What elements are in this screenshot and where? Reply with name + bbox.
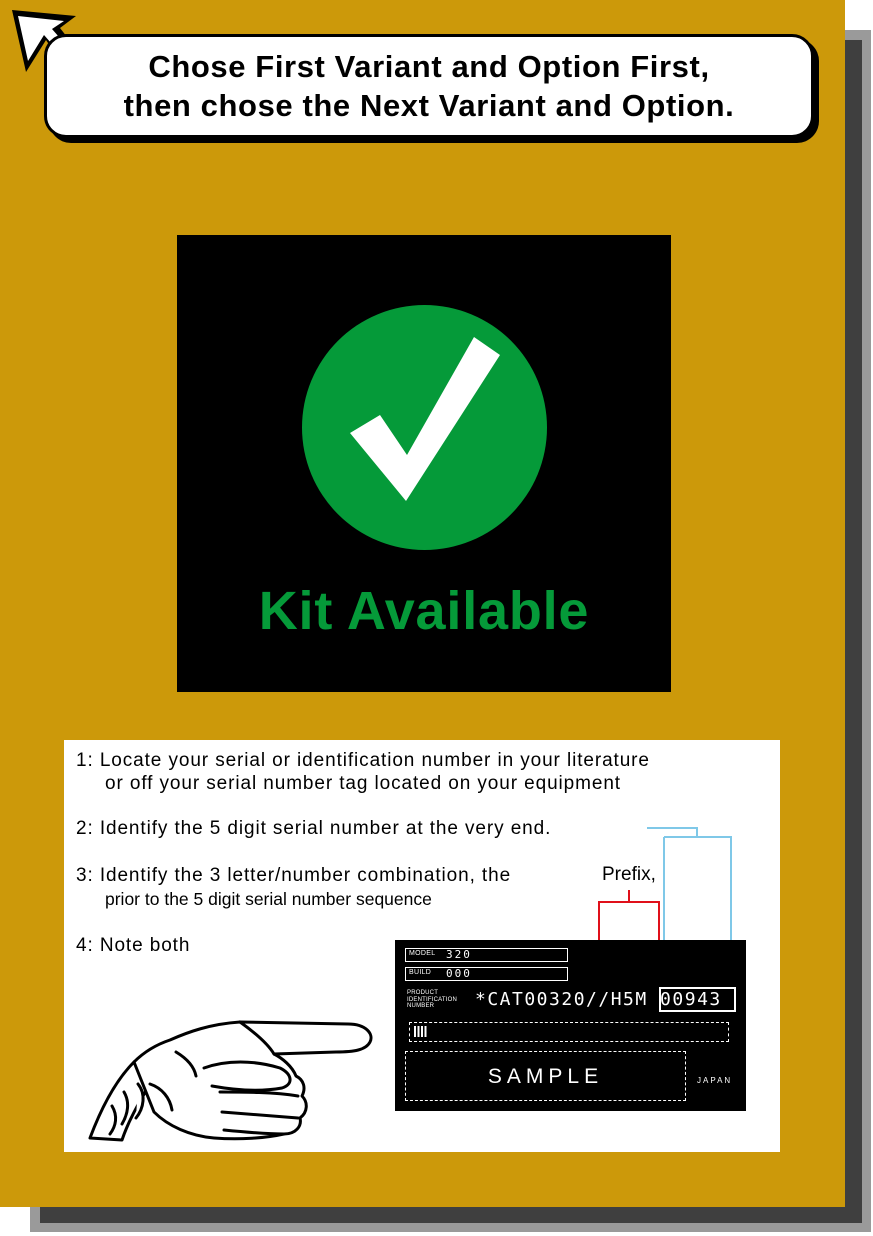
step-3-line-1: 3: Identify the 3 letter/number combination, the: [76, 865, 512, 886]
tag-serial-highlight: [659, 987, 736, 1012]
tag-sample-text: SAMPLE: [487, 1065, 604, 1088]
tag-build-field: [405, 967, 568, 981]
step-1-line-1: 1: Locate your serial or identification number in your literature: [76, 750, 650, 771]
tag-pin-caption: [407, 990, 457, 1010]
barcode-icon: [414, 1026, 428, 1037]
instruction-banner: [44, 34, 814, 138]
tag-pin-caption-1: PRODUCT: [407, 990, 439, 996]
step-2: 2: Identify the 5 digit serial number at the very end.: [76, 818, 552, 839]
tag-pin-caption-2: IDENTIFICATION: [407, 996, 458, 1003]
banner-line-1: Chose First Variant and Option First,: [148, 49, 710, 84]
kit-available-label: Kit Available: [258, 581, 590, 641]
step-4: 4: Note both: [76, 935, 191, 956]
tag-model-caption: MODEL: [409, 950, 436, 957]
pointing-hand-icon: [84, 988, 384, 1144]
banner-line-2: then chose the Next Variant and Option.: [123, 88, 735, 123]
serial-number-tag: [395, 940, 746, 1111]
serial-number-instructions: [64, 740, 780, 1152]
tag-build-caption: BUILD: [409, 969, 432, 976]
tag-model-value: 320: [446, 948, 472, 961]
step-1-line-2: or off your serial number tag located on your equipment: [105, 773, 621, 794]
tag-pin-caption-3: NUMBER: [407, 1003, 435, 1009]
checkmark-icon: [302, 305, 547, 550]
status-circle: [302, 305, 547, 550]
tag-pin-value: *CAT00320//H5M 00943: [475, 989, 722, 1010]
tag-sample-field: [405, 1051, 686, 1101]
prefix-label: Prefix,: [602, 864, 656, 885]
step-3-line-2: prior to the 5 digit serial number sequence: [105, 889, 432, 909]
tag-country: JAPAN: [697, 1076, 733, 1085]
tag-barcode-field: [409, 1022, 729, 1042]
kit-status-box: [177, 235, 671, 692]
tag-build-value: 000: [446, 967, 472, 980]
tag-model-field: [405, 948, 568, 962]
